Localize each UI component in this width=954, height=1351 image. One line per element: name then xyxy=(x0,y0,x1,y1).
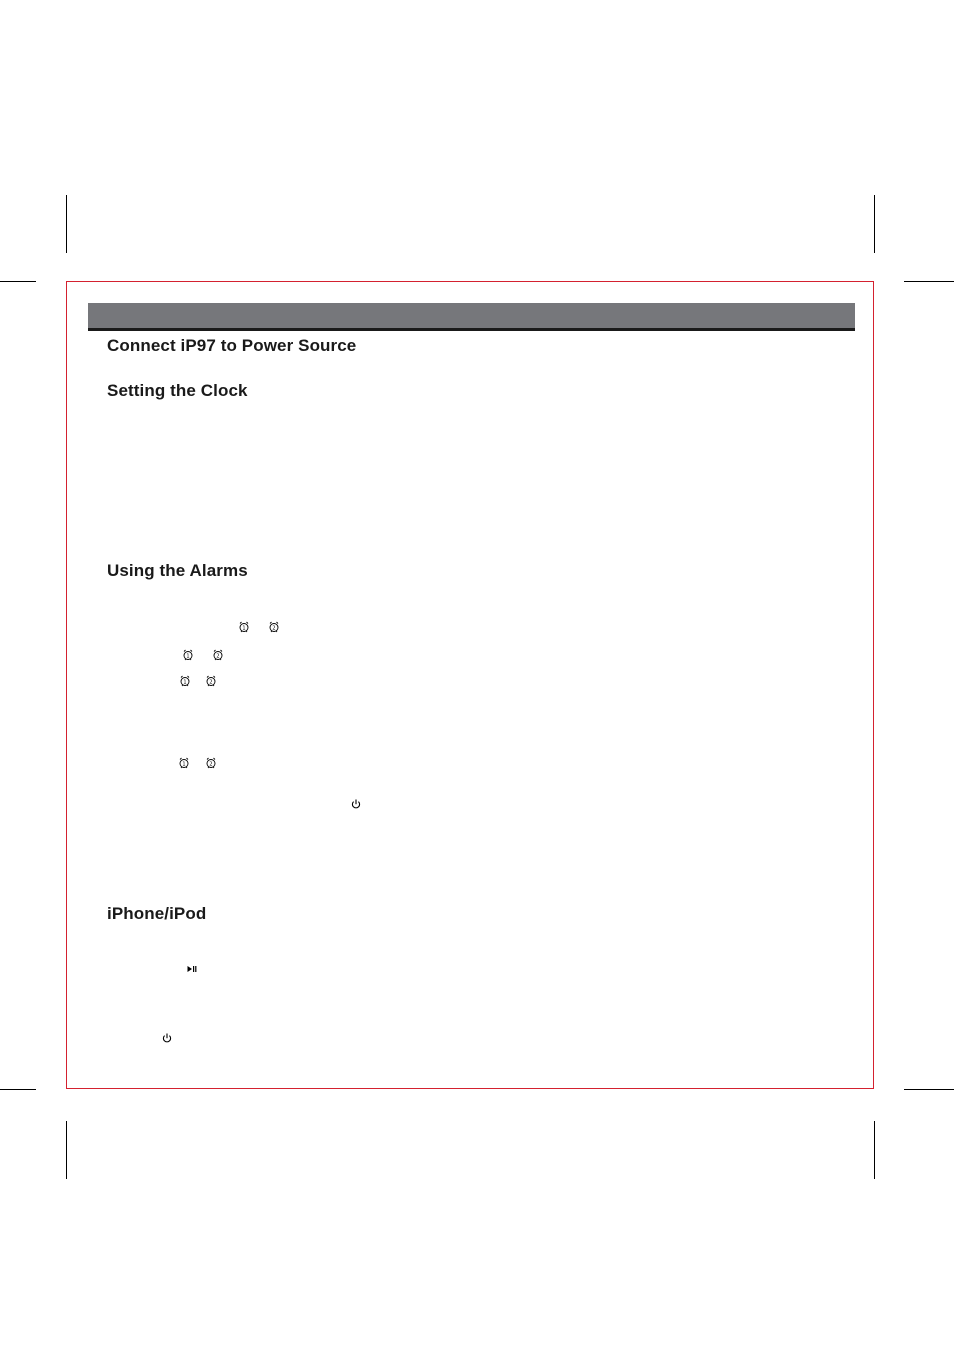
power-icon xyxy=(350,798,362,810)
crop-mark-bottom-right xyxy=(874,1121,875,1179)
svg-text:2: 2 xyxy=(272,625,276,632)
svg-text:1: 1 xyxy=(182,761,186,768)
svg-text:2: 2 xyxy=(209,761,213,768)
heading-setting-clock: Setting the Clock xyxy=(107,381,248,400)
svg-text:1: 1 xyxy=(186,653,190,660)
svg-text:1: 1 xyxy=(242,625,246,632)
alarm-clock-1-icon xyxy=(238,621,250,633)
svg-text:2: 2 xyxy=(216,653,220,660)
alarm-clock-1-icon xyxy=(178,757,190,769)
play-pause-icon xyxy=(186,963,198,975)
alarm-clock-2-icon xyxy=(268,621,280,633)
alarm-clock-2-icon xyxy=(205,757,217,769)
alarm-clock-1-icon xyxy=(179,675,191,687)
crop-mark-top-left xyxy=(66,195,67,253)
alarm-clock-1-icon xyxy=(182,649,194,661)
header-rule xyxy=(88,328,855,331)
alarm-clock-2-icon xyxy=(212,649,224,661)
header-bar xyxy=(88,303,855,328)
crop-mark-bottom-left xyxy=(66,1121,67,1179)
crop-mark-right-top xyxy=(904,281,954,282)
crop-mark-top-right xyxy=(874,195,875,253)
crop-mark-left-top xyxy=(0,281,36,282)
alarm-clock-2-icon xyxy=(205,675,217,687)
heading-connect-power: Connect iP97 to Power Source xyxy=(107,336,357,355)
svg-text:1: 1 xyxy=(183,679,187,686)
crop-mark-left-bottom xyxy=(0,1089,36,1090)
svg-text:2: 2 xyxy=(209,679,213,686)
crop-mark-right-bottom xyxy=(904,1089,954,1090)
power-icon xyxy=(161,1032,173,1044)
heading-using-alarms: Using the Alarms xyxy=(107,561,248,580)
heading-iphone-ipod: iPhone/iPod xyxy=(107,904,207,923)
